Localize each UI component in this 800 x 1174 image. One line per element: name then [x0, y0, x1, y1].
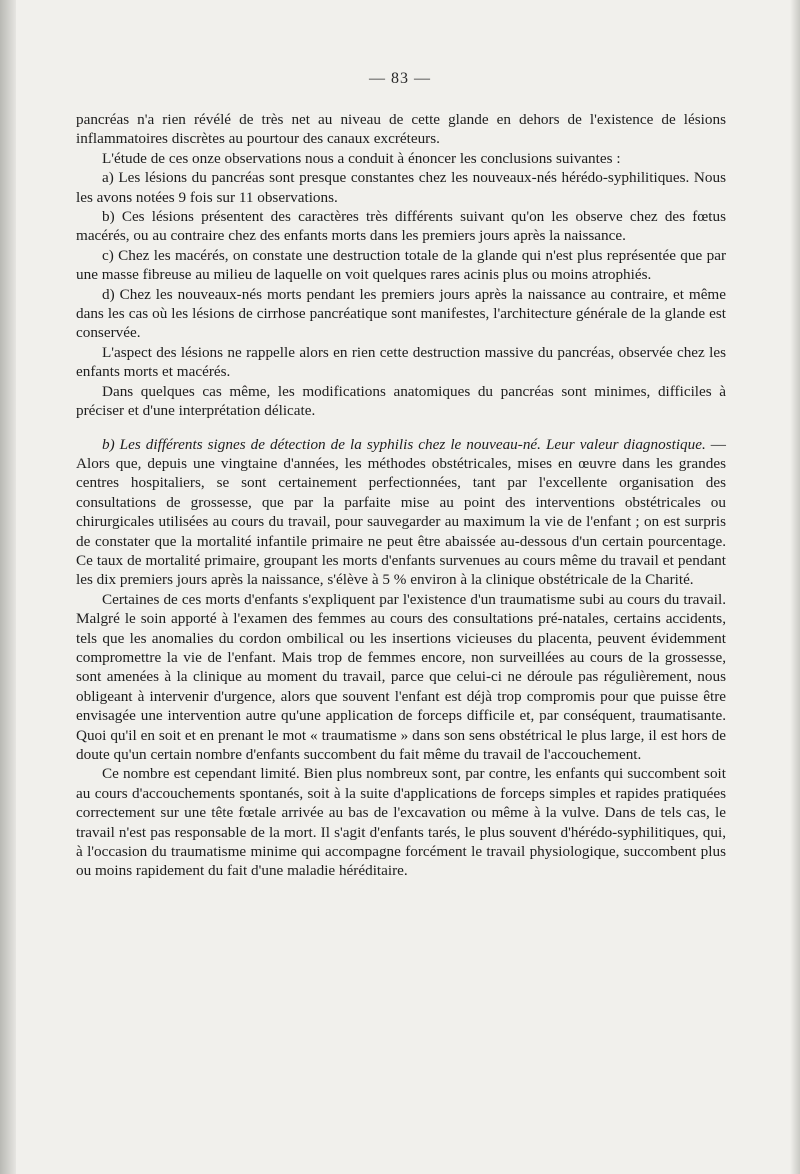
page-body — [76, 110, 726, 881]
paragraph-nombre-limite: Ce nombre est cependant limité. Bien plus nombreux sont, par contre, les enfants qui succombent soit au cours d'accouchements spontanés, soit à la suite d'applications de forceps simples et rapides pratiquées correctement sur une tête fœtale arrivée au bas de l'excavation ou même à la vulve. Dans de tels cas, le travail n'est pas responsable de la mort. Il s'agit d'enfants tarés, le plus souvent d'hérédo-syphilitiques, qui, à l'occasion du traumatisme minime qui accompagne forcément le travail physiologique, succombent plus ou moins rapidement du fait d'une maladie héréditaire. — [76, 765, 726, 880]
paragraph-traumatisme: Certaines de ces morts d'enfants s'expliquent par l'existence d'un traumatisme subi au cours du travail. Malgré le soin apporté à l'examen des femmes au cours des consultations pré-natales, certains accidents, tels que les anomalies du cordon ombilical ou les insertions vicieuses du placenta, peuvent évidemment compromettre la vie de l'enfant. Mais trop de femmes encore, non surveillées au cours de la grossesse, sont amenées à la clinique au moment du travail, parce que celui-ci ne déroule pas régulièrement, nous obligeant à intervenir d'urgence, alors que souvent l'enfant est déjà trop compromis pour que puisse être envisagée une intervention autre qu'une application de forceps difficile et, par conséquent, traumatisante. Quoi qu'il en soit et en prenant le mot « traumatisme » dans son sens obstétrical le plus large, il est hors de doute qu'un certain nombre d'enfants succombent du fait même du travail de l'accouchement. — [76, 590, 726, 763]
book-spine-shadow — [0, 0, 16, 1174]
paragraph-aspect: L'aspect des lésions ne rappelle alors en rien cette destruction massive du pancréas, observée chez les enfants morts et macérés. — [76, 343, 726, 381]
paragraph-modifications: Dans quelques cas même, les modifications anatomiques du pancréas sont minimes, difficiles à préciser et d'une interprétation délicate. — [76, 382, 726, 420]
paragraph-conclusion-a: a) Les lésions du pancréas sont presque constantes chez les nouveaux-nés hérédo-syphilitiques. Nous les avons notées 9 fois sur 11 observations. — [76, 169, 726, 206]
section-heading: b) Les différents signes de détection de la syphilis chez le nouveau-né. Leur valeur diagnostique. — [102, 435, 706, 453]
page-number: — 83 — — [369, 70, 431, 87]
section-lead-text: — Alors que, depuis une vingtaine d'années, les méthodes obstétricales, mises en œuvre dans les grandes centres hospitaliers, se sont certainement perfectionnées, tant par l'excellente organisation des consultations de grossesse, que par la parfaite mise au point des interventions obstétricales ou chirurgicales utilisées au cours du travail, pour sauvegarder au maximum la vie de l'enfant ; on est surpris de constater que la mortalité infantile primaire ne peut être abaissée au-dessous d'un certain pourcentage. Ce taux de mortalité primaire, groupant les morts d'enfants survenues au cours même du travail et pendant les dix premiers jours après la naissance, s'élève à 5 % environ à la clinique obstétricale de la Charité. — [76, 435, 726, 589]
paragraph-continuation: pancréas n'a rien révélé de très net au niveau de cette glande en dehors de l'existence de lésions inflammatoires discrètes au pourtour des canaux excréteurs. — [76, 111, 726, 148]
section-paragraph-detection — [76, 435, 726, 590]
paragraph-conclusion-d: d) Chez les nouveaux-nés morts pendant les premiers jours après la naissance au contraire, et même dans les cas où les lésions de cirrhose pancréatique sont manifestes, l'architecture générale de la glande est conservée. — [76, 285, 726, 342]
page-edge-shadow — [790, 0, 800, 1174]
paragraph-conclusions-intro: L'étude de ces onze observations nous a conduit à énoncer les conclusions suivantes : — [102, 149, 621, 167]
paragraph-conclusion-b: b) Ces lésions présentent des caractères très différents suivant qu'on les observe chez des fœtus macérés, ou au contraire chez des enfants morts dans les premiers jours après la naissance. — [76, 208, 726, 245]
paragraph-conclusion-c: c) Chez les macérés, on constate une destruction totale de la glande qui n'est plus représentée que par une masse fibreuse au milieu de laquelle on voit quelques rares acinis plus ou moins atrophiés. — [76, 246, 726, 284]
